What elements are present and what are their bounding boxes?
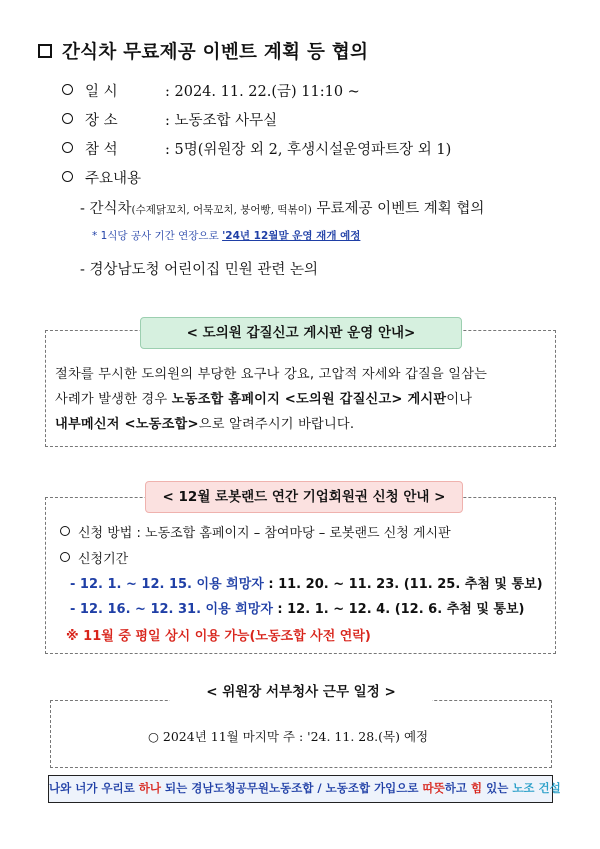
agenda-item-1: - 간식차(수제닭꼬치, 어묵꼬치, 붕어빵, 떡볶이) 무료제공 이벤트 계획 협의 bbox=[80, 201, 485, 217]
robotland-method: 신청 방법 : 노동조합 홈페이지 – 참여마당 – 로봇랜드 신청 게시판 bbox=[60, 522, 451, 541]
meeting-place: 장 소 : 노동조합 사무실 bbox=[62, 109, 277, 130]
robotland-period-2: - 12. 16. ~ 12. 31. 이용 희망자 : 12. 1. ~ 12. 4. (12. 6. 추첨 및 통보) bbox=[70, 602, 525, 617]
meeting-agenda-label: 주요내용 bbox=[62, 167, 141, 188]
page-title: 간식차 무료제공 이벤트 계획 등 협의 bbox=[62, 42, 369, 63]
checkbox-icon bbox=[38, 44, 52, 58]
circle-bullet-icon bbox=[60, 526, 70, 536]
schedule-line: ○ 2024년 11월 마지막 주 : '24. 11. 28.(목) 예정 bbox=[148, 729, 429, 744]
board-notice-tag: < 도의원 갑질신고 게시판 운영 안내> bbox=[140, 317, 462, 349]
circle-bullet-icon bbox=[62, 113, 73, 124]
schedule-tag: < 위원장 서부청사 근무 일정 > bbox=[170, 677, 432, 709]
robotland-tag: < 12월 로봇랜드 연간 기업회원권 신청 안내 > bbox=[145, 481, 463, 513]
robotland-period-1: - 12. 1. ~ 12. 15. 이용 희망자 : 11. 20. ~ 11. 23. (11. 25. 추첨 및 통보) bbox=[70, 577, 543, 592]
agenda-note: * 1식당 공사 기간 연장으로 '24년 12월말 운영 재개 예정 bbox=[92, 230, 361, 242]
meeting-attendees: 참 석 : 5명(위원장 외 2, 후생시설운영파트장 외 1) bbox=[62, 138, 451, 159]
circle-bullet-icon bbox=[60, 552, 70, 562]
meeting-date: 일 시 : 2024. 11. 22.(금) 11:10 ~ bbox=[62, 80, 360, 101]
robotland-note: ※ 11월 중 평일 상시 이용 가능(노동조합 사전 연락) bbox=[66, 629, 371, 644]
board-notice-text: 절차를 무시한 도의원의 부당한 요구나 강요, 고압적 자세와 갑질을 일삼는 사례가 발생한 경우 노동조합 홈페이지 <도의원 갑질신고> 게시판이나 내부메신저 <노동조합>으로 알려주시기 바랍니다. bbox=[55, 367, 488, 432]
footer-slogan: 나와 너가 우리로 하나 되는 경남도청공무원노동조합 / 노동조합 가입으로 따뜻하고 힘 있는 노조 건설 bbox=[48, 775, 553, 803]
circle-bullet-icon bbox=[62, 171, 73, 182]
section-title bbox=[38, 38, 368, 64]
circle-bullet-icon bbox=[62, 142, 73, 153]
agenda-item-2: - 경상남도청 어린이집 민원 관련 논의 bbox=[80, 262, 319, 278]
robotland-period-label: 신청기간 bbox=[60, 548, 128, 567]
circle-bullet-icon bbox=[62, 84, 73, 95]
